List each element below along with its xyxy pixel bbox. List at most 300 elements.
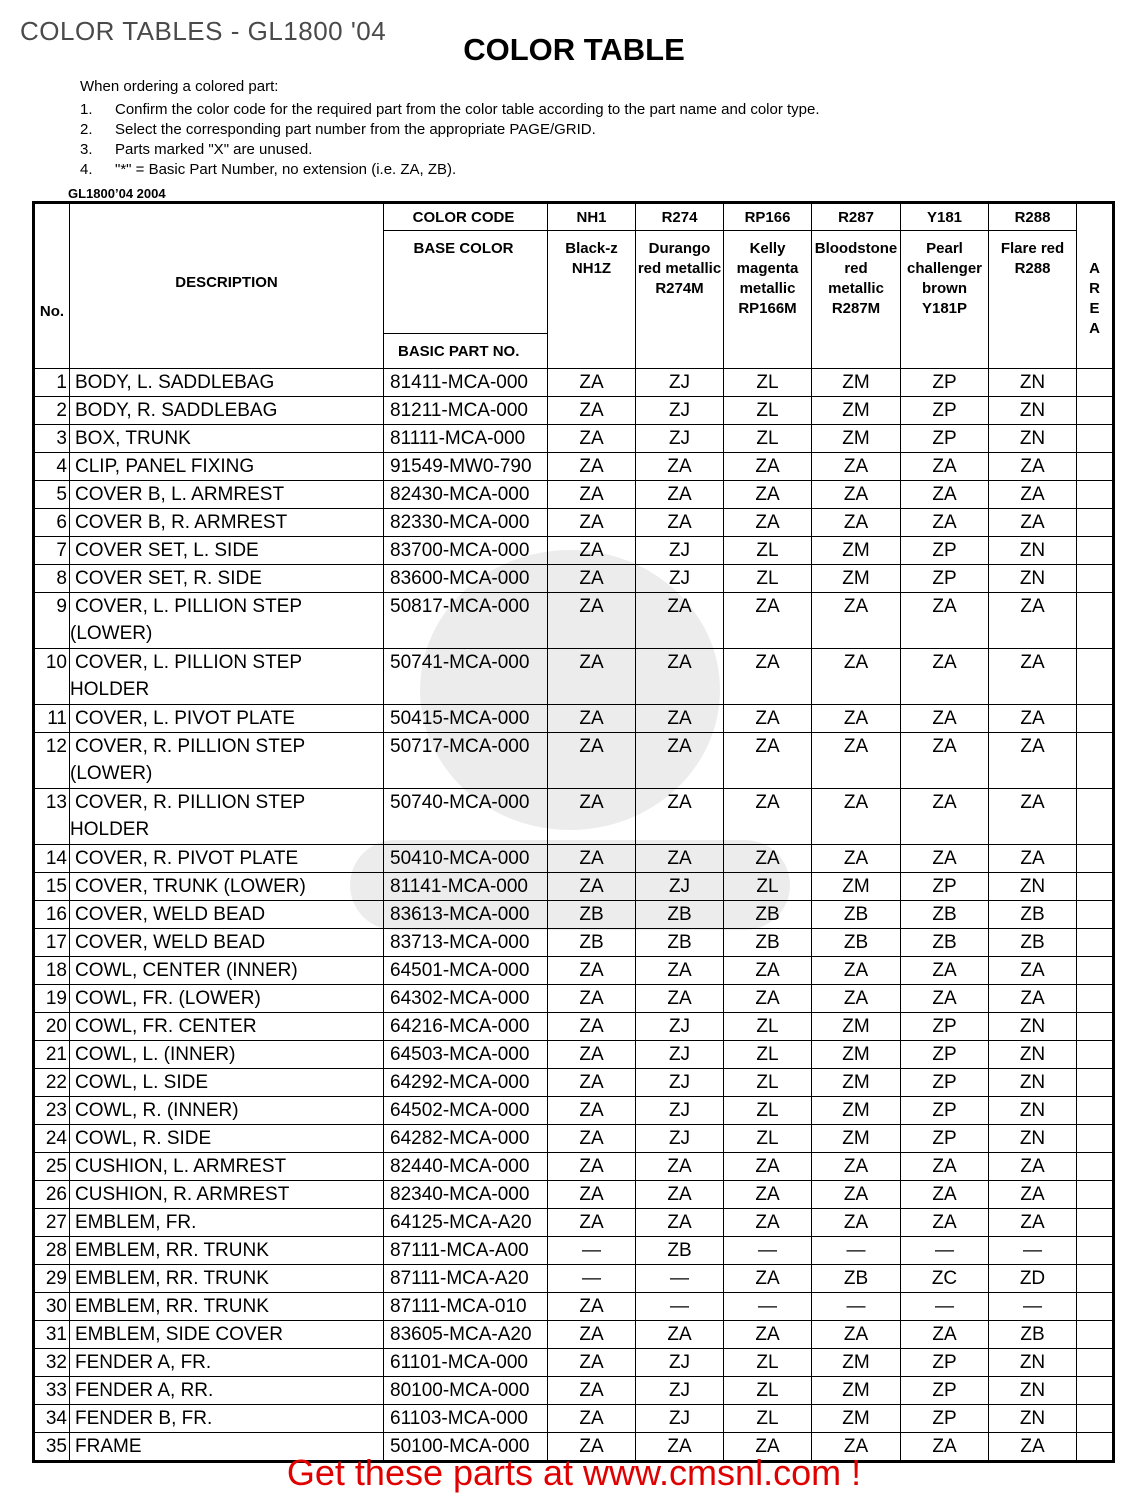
color-code-r274: R274 (636, 203, 724, 231)
row-color-code: ZL (724, 1013, 812, 1041)
row-color-code: ZP (901, 397, 989, 425)
row-area (1077, 789, 1114, 845)
row-color-code: — (724, 1293, 812, 1321)
row-part-number: 64292-MCA-000 (384, 1069, 548, 1097)
row-color-code: ZA (989, 845, 1077, 873)
row-color-code: ZN (989, 1013, 1077, 1041)
row-number: 4 (34, 453, 70, 481)
row-color-code: ZA (636, 1433, 724, 1462)
row-description (70, 1153, 384, 1181)
table-row (34, 1237, 1114, 1265)
row-color-code: ZA (548, 369, 636, 397)
row-area (1077, 1265, 1114, 1293)
row-color-code: ZM (812, 537, 901, 565)
header-base-color: BASE COLOR (384, 231, 548, 334)
row-part-number: 64501-MCA-000 (384, 957, 548, 985)
row-number: 7 (34, 537, 70, 565)
row-color-code: ZA (636, 1209, 724, 1237)
row-color-code: ZA (812, 985, 901, 1013)
row-color-code: ZJ (636, 1377, 724, 1405)
row-color-code: ZJ (636, 1069, 724, 1097)
row-part-number: 81411-MCA-000 (384, 369, 548, 397)
row-color-code: ZA (636, 789, 724, 845)
description-line: BOX, TRUNK (75, 428, 191, 449)
row-part-number: 64125-MCA-A20 (384, 1209, 548, 1237)
row-number: 28 (34, 1237, 70, 1265)
header-no: No. (34, 203, 70, 369)
description-line: COWL, L. SIDE (75, 1072, 209, 1093)
row-color-code: ZL (724, 1125, 812, 1153)
table-row (34, 369, 1114, 397)
row-number: 17 (34, 929, 70, 957)
row-color-code: ZP (901, 369, 989, 397)
row-description (70, 1041, 384, 1069)
step-text: Parts marked "X" are unused. (115, 141, 313, 158)
description-line: COVER, TRUNK (LOWER) (75, 876, 306, 897)
base-color-r288: Flare red R288 (989, 231, 1077, 369)
row-description (70, 957, 384, 985)
row-color-code: ZM (812, 1069, 901, 1097)
row-color-code: ZA (901, 481, 989, 509)
description-line: COVER SET, L. SIDE (75, 540, 259, 561)
row-color-code: — (812, 1237, 901, 1265)
description-line: CUSHION, L. ARMREST (75, 1156, 287, 1177)
row-color-code: ZJ (636, 537, 724, 565)
row-area (1077, 481, 1114, 509)
row-color-code: ZM (812, 873, 901, 901)
row-description (70, 593, 384, 649)
row-area (1077, 369, 1114, 397)
table-row (34, 565, 1114, 593)
row-color-code: ZN (989, 537, 1077, 565)
row-color-code: ZN (989, 1349, 1077, 1377)
table-row (34, 1181, 1114, 1209)
row-color-code: ZA (724, 845, 812, 873)
row-description (70, 1293, 384, 1321)
row-color-code: ZA (989, 481, 1077, 509)
row-area (1077, 1209, 1114, 1237)
row-color-code: ZM (812, 1405, 901, 1433)
row-color-code: ZA (724, 481, 812, 509)
row-number: 14 (34, 845, 70, 873)
row-area (1077, 845, 1114, 873)
row-color-code: ZN (989, 565, 1077, 593)
row-color-code: ZA (548, 957, 636, 985)
row-description (70, 1125, 384, 1153)
row-color-code: ZA (724, 649, 812, 705)
table-row (34, 1377, 1114, 1405)
row-color-code: ZB (636, 929, 724, 957)
row-color-code: ZP (901, 1405, 989, 1433)
row-color-code: ZB (548, 929, 636, 957)
row-color-code: ZA (989, 705, 1077, 733)
row-color-code: ZL (724, 369, 812, 397)
row-color-code: ZA (636, 845, 724, 873)
row-description (70, 565, 384, 593)
row-color-code: ZA (989, 453, 1077, 481)
table-row (34, 1265, 1114, 1293)
row-description (70, 705, 384, 733)
description-line: COVER, R. PILLION STEP (75, 792, 306, 813)
table-row (34, 929, 1114, 957)
row-color-code: ZB (548, 901, 636, 929)
row-color-code: ZA (901, 1321, 989, 1349)
row-color-code: ZA (724, 985, 812, 1013)
step-text: Confirm the color code for the required part from the color table according to the part name and color type. (115, 101, 820, 118)
row-color-code: ZJ (636, 397, 724, 425)
row-color-code: ZN (989, 1405, 1077, 1433)
color-code-nh1: NH1 (548, 203, 636, 231)
table-row (34, 957, 1114, 985)
row-color-code: ZM (812, 369, 901, 397)
description-line: COWL, FR. (LOWER) (75, 988, 261, 1009)
description-line: COVER, WELD BEAD (75, 932, 266, 953)
row-color-code: ZA (989, 985, 1077, 1013)
description-line: COVER, R. PIVOT PLATE (75, 848, 299, 869)
row-color-code: ZA (548, 509, 636, 537)
row-color-code: ZM (812, 425, 901, 453)
row-description (70, 1349, 384, 1377)
table-row (34, 593, 1114, 649)
row-color-code: ZN (989, 369, 1077, 397)
row-description (70, 397, 384, 425)
step-text: Select the corresponding part number from the appropriate PAGE/GRID. (115, 121, 596, 138)
step-number: 2. (80, 121, 93, 138)
description-line: COVER, L. PIVOT PLATE (75, 708, 295, 729)
row-part-number: 83613-MCA-000 (384, 901, 548, 929)
row-color-code: ZL (724, 425, 812, 453)
instruction-step (80, 120, 820, 140)
row-description (70, 873, 384, 901)
color-code-r287: R287 (812, 203, 901, 231)
row-color-code: ZA (724, 1265, 812, 1293)
row-area (1077, 1237, 1114, 1265)
description-line: COWL, L. (INNER) (75, 1044, 236, 1065)
base-color-r274: Durango red metallic R274M (636, 231, 724, 369)
row-color-code: ZA (548, 1293, 636, 1321)
row-description (70, 985, 384, 1013)
instruction-step (80, 100, 820, 120)
row-number: 21 (34, 1041, 70, 1069)
row-number: 8 (34, 565, 70, 593)
row-color-code: ZL (724, 397, 812, 425)
table-row (34, 425, 1114, 453)
description-line: FENDER B, FR. (75, 1408, 213, 1429)
row-part-number: 83713-MCA-000 (384, 929, 548, 957)
row-color-code: ZA (724, 705, 812, 733)
base-color-y181: Pearl challenger brown Y181P (901, 231, 989, 369)
row-color-code: ZN (989, 425, 1077, 453)
row-color-code: ZA (548, 1097, 636, 1125)
row-part-number: 64216-MCA-000 (384, 1013, 548, 1041)
row-description (70, 369, 384, 397)
row-color-code: ZN (989, 1041, 1077, 1069)
row-description (70, 481, 384, 509)
description-line: COWL, FR. CENTER (75, 1016, 257, 1037)
row-color-code: ZA (989, 593, 1077, 649)
row-color-code: ZA (636, 1181, 724, 1209)
row-color-code: — (901, 1237, 989, 1265)
row-color-code: ZA (548, 481, 636, 509)
row-number: 3 (34, 425, 70, 453)
table-row (34, 733, 1114, 789)
row-color-code: ZA (548, 1041, 636, 1069)
row-color-code: ZB (989, 901, 1077, 929)
row-description (70, 733, 384, 789)
row-color-code: ZB (636, 901, 724, 929)
table-row (34, 1069, 1114, 1097)
row-part-number: 50410-MCA-000 (384, 845, 548, 873)
row-color-code: ZA (548, 789, 636, 845)
row-color-code: ZA (724, 509, 812, 537)
row-color-code: ZJ (636, 1125, 724, 1153)
row-color-code: ZA (636, 733, 724, 789)
row-part-number: 50740-MCA-000 (384, 789, 548, 845)
row-color-code: — (548, 1237, 636, 1265)
row-color-code: ZB (901, 929, 989, 957)
row-area (1077, 873, 1114, 901)
row-area (1077, 1013, 1114, 1041)
row-color-code: ZA (636, 957, 724, 985)
table-row (34, 1209, 1114, 1237)
row-part-number: 50817-MCA-000 (384, 593, 548, 649)
table-row (34, 1097, 1114, 1125)
row-color-code: ZA (548, 985, 636, 1013)
row-part-number: 50741-MCA-000 (384, 649, 548, 705)
row-color-code: ZB (901, 901, 989, 929)
row-description (70, 1377, 384, 1405)
row-color-code: ZA (636, 481, 724, 509)
row-color-code: ZM (812, 1125, 901, 1153)
row-color-code: ZP (901, 1041, 989, 1069)
row-color-code: ZJ (636, 1405, 724, 1433)
row-part-number: 50100-MCA-000 (384, 1433, 548, 1462)
row-part-number: 81111-MCA-000 (384, 425, 548, 453)
description-line: CLIP, PANEL FIXING (75, 456, 255, 477)
description-line: COWL, CENTER (INNER) (75, 960, 298, 981)
table-row (34, 1405, 1114, 1433)
step-number: 4. (80, 161, 93, 178)
table-row (34, 1321, 1114, 1349)
row-color-code: ZA (724, 733, 812, 789)
row-number: 32 (34, 1349, 70, 1377)
header-basic-part-no: BASIC PART NO. (384, 334, 548, 369)
row-part-number: 64503-MCA-000 (384, 1041, 548, 1069)
row-area (1077, 649, 1114, 705)
description-line: FRAME (75, 1436, 142, 1457)
row-color-code: ZA (989, 1181, 1077, 1209)
row-color-code: ZA (548, 565, 636, 593)
description-line: COWL, R. (INNER) (75, 1100, 239, 1121)
color-table (32, 201, 1115, 1463)
row-part-number: 83700-MCA-000 (384, 537, 548, 565)
row-color-code: ZA (548, 1209, 636, 1237)
row-color-code: ZL (724, 1069, 812, 1097)
row-color-code: ZA (989, 957, 1077, 985)
description-line: COVER B, L. ARMREST (75, 484, 285, 505)
step-number: 3. (80, 141, 93, 158)
row-number: 5 (34, 481, 70, 509)
row-color-code: ZB (636, 1237, 724, 1265)
row-color-code: ZA (989, 1153, 1077, 1181)
description-line: COVER, WELD BEAD (75, 904, 266, 925)
model-label: GL1800’04 2004 (68, 186, 166, 201)
row-color-code: ZM (812, 1377, 901, 1405)
row-color-code: ZL (724, 565, 812, 593)
row-part-number: 81211-MCA-000 (384, 397, 548, 425)
row-number: 33 (34, 1377, 70, 1405)
row-color-code: ZA (636, 1321, 724, 1349)
row-color-code: ZA (548, 1377, 636, 1405)
row-color-code: ZA (724, 593, 812, 649)
row-area (1077, 1153, 1114, 1181)
row-number: 26 (34, 1181, 70, 1209)
row-color-code: ZA (812, 705, 901, 733)
row-color-code: ZA (812, 1433, 901, 1462)
row-area (1077, 733, 1114, 789)
row-area (1077, 1377, 1114, 1405)
row-color-code: ZN (989, 1097, 1077, 1125)
row-color-code: ZM (812, 565, 901, 593)
row-color-code: ZJ (636, 1349, 724, 1377)
row-part-number: 50415-MCA-000 (384, 705, 548, 733)
description-line: FENDER A, FR. (75, 1352, 212, 1373)
row-description (70, 901, 384, 929)
table-row (34, 453, 1114, 481)
row-color-code: ZA (812, 957, 901, 985)
row-part-number: 64282-MCA-000 (384, 1125, 548, 1153)
row-number: 30 (34, 1293, 70, 1321)
row-number: 9 (34, 593, 70, 649)
description-line: EMBLEM, RR. TRUNK (75, 1268, 269, 1289)
row-part-number: 64502-MCA-000 (384, 1097, 548, 1125)
row-area (1077, 1041, 1114, 1069)
description-line: COVER, L. PILLION STEP (75, 596, 303, 617)
table-row (34, 397, 1114, 425)
row-color-code: ZM (812, 1041, 901, 1069)
row-color-code: ZL (724, 1097, 812, 1125)
row-color-code: ZA (548, 1013, 636, 1041)
row-color-code: ZA (989, 789, 1077, 845)
table-row (34, 1013, 1114, 1041)
row-color-code: ZA (724, 453, 812, 481)
row-color-code: ZB (989, 1321, 1077, 1349)
row-color-code: ZA (812, 733, 901, 789)
row-color-code: ZA (812, 649, 901, 705)
row-color-code: ZA (724, 1181, 812, 1209)
row-color-code: ZA (901, 1209, 989, 1237)
row-color-code: ZA (901, 649, 989, 705)
row-color-code: ZA (724, 957, 812, 985)
row-color-code: ZA (989, 1433, 1077, 1462)
row-number: 15 (34, 873, 70, 901)
row-number: 27 (34, 1209, 70, 1237)
row-part-number: 83600-MCA-000 (384, 565, 548, 593)
row-color-code: ZA (636, 453, 724, 481)
row-part-number: 61101-MCA-000 (384, 1349, 548, 1377)
row-color-code: ZA (812, 453, 901, 481)
row-part-number: 87111-MCA-A20 (384, 1265, 548, 1293)
row-color-code: ZL (724, 1349, 812, 1377)
row-color-code: ZA (636, 593, 724, 649)
row-part-number: 87111-MCA-010 (384, 1293, 548, 1321)
row-color-code: ZA (901, 789, 989, 845)
table-row (34, 649, 1114, 705)
table-row (34, 1125, 1114, 1153)
row-number: 35 (34, 1433, 70, 1462)
description-line: BODY, L. SADDLEBAG (75, 372, 275, 393)
row-description (70, 1265, 384, 1293)
table-row (34, 537, 1114, 565)
description-line: (LOWER) (70, 623, 153, 644)
row-color-code: ZA (812, 1181, 901, 1209)
row-color-code: ZA (812, 1209, 901, 1237)
row-color-code: ZA (548, 453, 636, 481)
row-color-code: ZA (724, 1153, 812, 1181)
row-area (1077, 929, 1114, 957)
row-color-code: ZA (901, 733, 989, 789)
row-color-code: ZJ (636, 369, 724, 397)
description-line: COVER B, R. ARMREST (75, 512, 288, 533)
row-color-code: ZP (901, 537, 989, 565)
row-color-code: ZA (636, 1153, 724, 1181)
row-color-code: ZP (901, 1349, 989, 1377)
row-color-code: ZA (548, 425, 636, 453)
row-color-code: ZA (548, 1405, 636, 1433)
row-area (1077, 425, 1114, 453)
color-code-y181: Y181 (901, 203, 989, 231)
base-color-nh1: Black-z NH1Z (548, 231, 636, 369)
row-color-code: ZA (812, 509, 901, 537)
row-color-code: ZP (901, 1069, 989, 1097)
description-line: HOLDER (70, 819, 150, 840)
row-number: 1 (34, 369, 70, 397)
row-area (1077, 901, 1114, 929)
row-part-number: 80100-MCA-000 (384, 1377, 548, 1405)
row-number: 12 (34, 733, 70, 789)
row-color-code: ZA (724, 1433, 812, 1462)
description-line: COWL, R. SIDE (75, 1128, 212, 1149)
header-description: DESCRIPTION (70, 203, 384, 369)
row-number: 18 (34, 957, 70, 985)
row-description (70, 425, 384, 453)
row-color-code: ZA (548, 873, 636, 901)
row-color-code: — (901, 1293, 989, 1321)
row-color-code: ZA (636, 705, 724, 733)
row-color-code: ZP (901, 1377, 989, 1405)
row-description (70, 537, 384, 565)
header-color-code: COLOR CODE (384, 203, 548, 231)
row-color-code: ZN (989, 397, 1077, 425)
table-row (34, 481, 1114, 509)
row-color-code: ZA (989, 649, 1077, 705)
row-area (1077, 565, 1114, 593)
row-color-code: ZA (548, 1321, 636, 1349)
row-number: 25 (34, 1153, 70, 1181)
row-part-number: 50717-MCA-000 (384, 733, 548, 789)
table-row (34, 901, 1114, 929)
row-color-code: ZB (812, 1265, 901, 1293)
row-color-code: — (548, 1265, 636, 1293)
description-line: HOLDER (70, 679, 150, 700)
row-color-code: ZJ (636, 873, 724, 901)
footer-link[interactable]: Get these parts at www.cmsnl.com ! (286, 1452, 862, 1493)
row-color-code: ZL (724, 1377, 812, 1405)
table-row (34, 1153, 1114, 1181)
row-color-code: ZA (989, 733, 1077, 789)
description-line: FENDER A, RR. (75, 1380, 214, 1401)
row-part-number: 82440-MCA-000 (384, 1153, 548, 1181)
